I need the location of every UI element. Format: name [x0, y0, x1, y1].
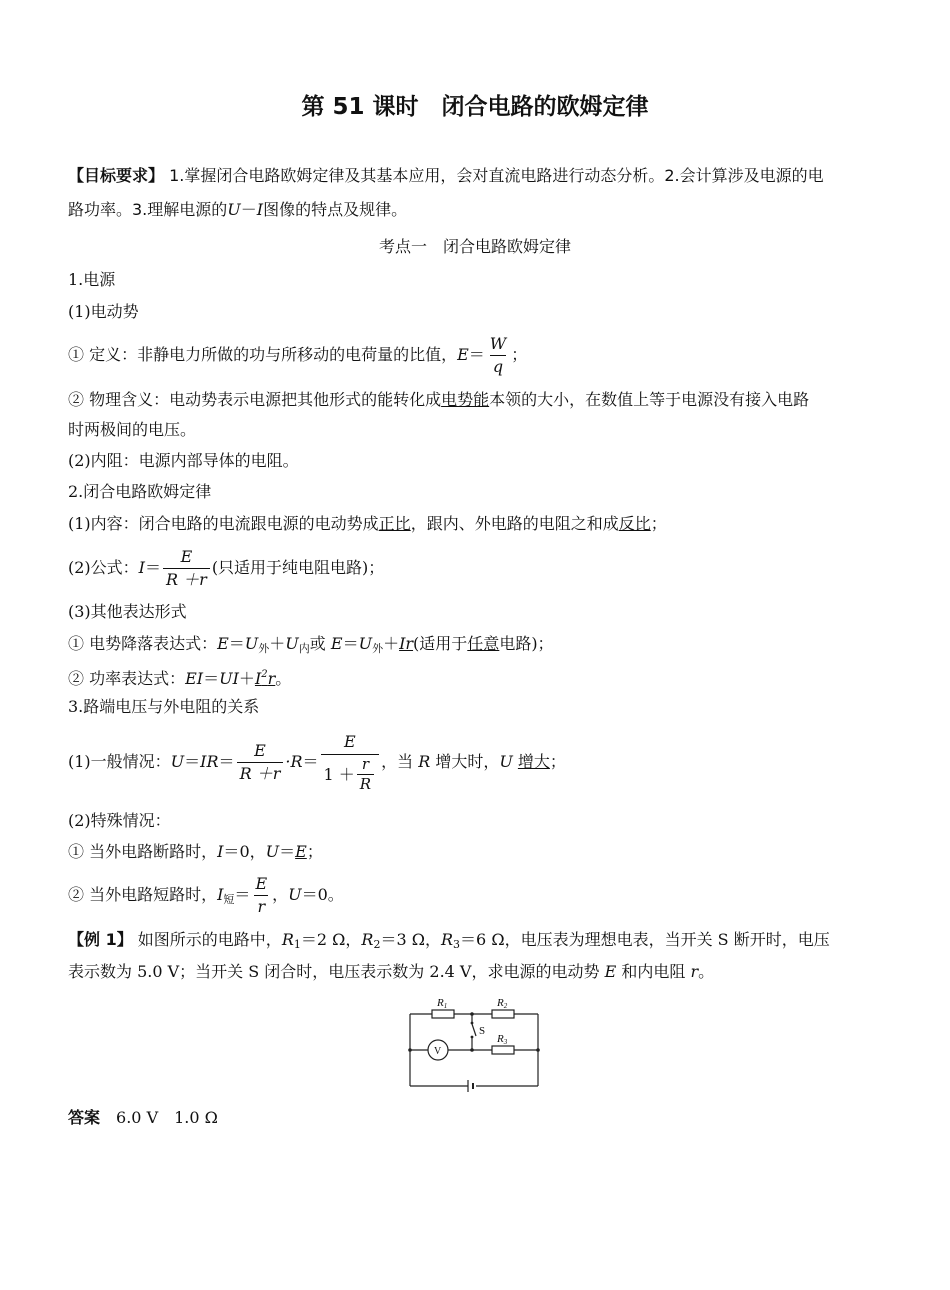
switch-contact-bottom — [471, 1036, 474, 1039]
drop-line — [68, 633, 554, 660]
open-end: ； — [306, 842, 323, 861]
formula-text-a: (2)公式： — [68, 558, 139, 577]
goal-line-2 — [68, 199, 407, 221]
general-num2: E — [343, 732, 356, 751]
formula-eq: ＝ — [145, 558, 162, 577]
answer-value: 6.0 V 1.0 Ω — [116, 1108, 218, 1127]
junction-left — [408, 1048, 412, 1052]
phys-underline: 电势能 — [441, 390, 490, 409]
switch-blade — [472, 1024, 476, 1036]
other-heading: (3)其他表达形式 — [68, 602, 187, 621]
goal-text-3: 图像的特点及规律。 — [263, 200, 408, 219]
general-end: ； — [549, 752, 566, 771]
short-var-u: U — [288, 885, 302, 904]
drop-ir: Ir — [399, 634, 414, 653]
def-num: W — [489, 334, 507, 353]
def-text: ① 定义：非静电力所做的功与所移动的电荷量的比值， — [68, 345, 458, 364]
drop-sub-nei: 内 — [298, 642, 310, 655]
short-den: r — [254, 895, 268, 917]
circuit-diagram — [400, 992, 550, 1092]
example-sub2: 2 — [373, 938, 381, 951]
drop-text-a: ① 电势降落表达式： — [68, 634, 218, 653]
power-ui: UI — [219, 669, 239, 688]
general-var-u2: U — [499, 752, 513, 771]
resistor-r3 — [492, 1046, 514, 1054]
example-label: 【例 1】 — [68, 930, 133, 949]
goal-label: 【目标要求】 — [68, 166, 165, 185]
short-text-c: ＝0。 — [301, 885, 344, 904]
general-underline: 增大 — [517, 752, 550, 771]
s1-1-heading: (1)电动势 — [68, 302, 139, 321]
resistor-r1 — [432, 1010, 454, 1018]
definition-line — [68, 330, 527, 380]
formula-text-b: (只适用于纯电阻电路)； — [211, 558, 385, 577]
example-r2: R — [361, 930, 374, 949]
example-var-r: r — [690, 962, 699, 981]
short-sub: 短 — [223, 893, 235, 906]
label-voltmeter: V — [434, 1046, 442, 1057]
short-text-a: ② 当外电路短路时， — [68, 885, 218, 904]
open-eq1: ＝ — [223, 842, 240, 861]
section-heading: 考点一 闭合电路欧姆定律 — [378, 237, 571, 256]
general-inner-fraction — [357, 756, 374, 793]
general-text-a: (1)一般情况： — [68, 752, 171, 771]
goal-var-u: U — [227, 200, 241, 219]
power-plus: ＋ — [238, 669, 255, 688]
general-text-b: ，当 — [381, 752, 419, 771]
page-title: 第 51 课时 闭合电路的欧姆定律 — [301, 94, 649, 120]
short-var-i: I — [217, 885, 224, 904]
phys-text-b: 本领的大小，在数值上等于电源没有接入电路 — [489, 390, 810, 409]
drop-underline: 任意 — [467, 634, 500, 653]
drop-var-u1: U — [244, 634, 259, 653]
open-text-a: ① 当外电路断路时， — [68, 842, 218, 861]
def-var: E — [457, 345, 469, 364]
open-eq2: ＝ — [279, 842, 296, 861]
example-text-1: 如图所示的电路中， — [132, 930, 282, 949]
def-end: ； — [511, 345, 528, 364]
general-den1: R ＋r — [237, 762, 284, 784]
drop-eq: ＝ — [228, 634, 245, 653]
content-underline-2: 反比 — [618, 514, 651, 533]
general-fraction-1 — [237, 741, 284, 784]
phys-text-a: ② 物理含义：电动势表示电源把其他形式的能转化成 — [68, 390, 442, 409]
example-v2: ＝3 Ω， — [380, 930, 441, 949]
example-r1: R — [281, 930, 294, 949]
switch-contact-top — [471, 1022, 474, 1025]
label-switch: S — [479, 1025, 486, 1037]
phys-line-2: 时两极间的电压。 — [68, 420, 197, 439]
goal-line-1 — [68, 165, 824, 187]
general-line — [68, 727, 566, 797]
formula-num: E — [180, 547, 193, 566]
drop-sub-wai2: 外 — [372, 642, 384, 655]
example-text-2c: 。 — [698, 962, 715, 981]
resistor-r2 — [492, 1010, 514, 1018]
example-var-e: E — [604, 962, 617, 981]
power-eq: ＝ — [203, 669, 220, 688]
open-var-e: E — [295, 842, 307, 861]
s1-heading: 1.电源 — [68, 270, 116, 289]
drop-sub-wai: 外 — [258, 642, 270, 655]
general-text-c: 增大时， — [430, 752, 500, 771]
general-den2-text: 1 ＋ — [323, 764, 355, 784]
short-eq: ＝ — [234, 885, 251, 904]
example-sub1: 1 — [293, 938, 301, 951]
power-i2r — [255, 669, 275, 688]
drop-var-u2: U — [285, 634, 299, 653]
label-r2: R2 — [497, 997, 508, 1010]
power-r: r — [267, 669, 276, 688]
general-eq2: ＝ — [218, 752, 235, 771]
general-var-r: R — [418, 752, 431, 771]
example-text-2a: 表示数为 5.0 V；当开关 S 闭合时，电压表示数为 2.4 V，求电源的电动势 — [68, 962, 605, 981]
example-line-1 — [68, 929, 830, 956]
general-num1: E — [254, 741, 266, 760]
general-var-u: U — [170, 752, 185, 771]
junction-top — [470, 1012, 474, 1016]
drop-text-b: (适用于 — [413, 634, 468, 653]
open-var-i: I — [217, 842, 224, 861]
formula-line — [68, 543, 384, 593]
short-fraction — [252, 874, 270, 917]
power-end: 。 — [275, 669, 292, 688]
drop-var-u3: U — [358, 634, 373, 653]
s1-2-line: (2)内阻：电源内部导体的电阻。 — [68, 451, 299, 470]
drop-or: 或 — [309, 634, 331, 653]
drop-plus: ＋ — [269, 634, 286, 653]
formula-den: R ＋r — [163, 568, 210, 590]
s2-heading: 2.闭合电路欧姆定律 — [68, 482, 212, 501]
goal-text-1: 1.掌握闭合电路欧姆定律及其基本应用，会对直流电路进行动态分析。2.会计算涉及电源的电 — [164, 166, 824, 185]
answer-line — [68, 1107, 218, 1129]
general-eq3: ＝ — [302, 752, 319, 771]
power-line — [68, 664, 291, 690]
drop-eq2: ＝ — [342, 634, 359, 653]
open-zero: 0， — [239, 842, 266, 861]
drop-var-e2: E — [330, 634, 343, 653]
label-r3: R3 — [497, 1033, 508, 1046]
def-den: q — [490, 355, 506, 377]
goal-dash: － — [240, 200, 257, 219]
formula-var: I — [138, 558, 145, 577]
general-den2 — [321, 754, 380, 793]
example-v1: ＝2 Ω， — [300, 930, 362, 949]
special-heading: (2)特殊情况： — [68, 811, 171, 830]
example-line-2 — [68, 961, 714, 983]
formula-fraction — [163, 547, 210, 590]
phys-line-1 — [68, 389, 809, 411]
content-text-c: ； — [650, 514, 667, 533]
example-r3: R — [441, 930, 454, 949]
general-inner-den: R — [357, 774, 374, 793]
power-sup: 2 — [261, 669, 268, 680]
content-text-a: (1)内容：闭合电路的电流跟电源的电动势成 — [68, 514, 379, 533]
open-var-u: U — [265, 842, 280, 861]
drop-text-c: 电路)； — [499, 634, 554, 653]
example-text-2b: 和内电阻 — [616, 962, 691, 981]
example-v3: ＝6 Ω，电压表为理想电表，当开关 S 断开时，电压 — [460, 930, 830, 949]
junction-right — [536, 1048, 540, 1052]
drop-var-e: E — [217, 634, 229, 653]
answer-label: 答案 — [68, 1108, 101, 1127]
drop-plus2: ＋ — [383, 634, 400, 653]
power-lhs: EI — [185, 669, 204, 688]
content-underline-1: 正比 — [378, 514, 411, 533]
goal-var-i: I — [256, 200, 264, 219]
def-eq: ＝ — [468, 345, 485, 364]
general-eq1: ＝ — [184, 752, 201, 771]
def-fraction — [487, 334, 509, 377]
content-text-b: ，跟内、外电路的电阻之和成 — [410, 514, 619, 533]
open-circuit-line — [68, 841, 323, 863]
short-num: E — [255, 874, 268, 893]
power-i: I — [254, 669, 262, 688]
label-r1: R1 — [437, 997, 448, 1010]
goal-text-2: 路功率。3.理解电源的 — [68, 200, 228, 219]
general-dotr: ·R — [285, 752, 303, 771]
general-fraction-2 — [321, 732, 380, 793]
content-line — [68, 513, 667, 535]
power-text-a: ② 功率表达式： — [68, 669, 186, 688]
general-ir: IR — [200, 752, 219, 771]
junction-mid — [470, 1048, 474, 1052]
general-inner-num: r — [361, 755, 370, 773]
s3-heading: 3.路端电压与外电阻的关系 — [68, 697, 260, 716]
short-text-b: ， — [272, 885, 289, 904]
example-sub3: 3 — [453, 938, 461, 951]
short-circuit-line — [68, 870, 344, 925]
